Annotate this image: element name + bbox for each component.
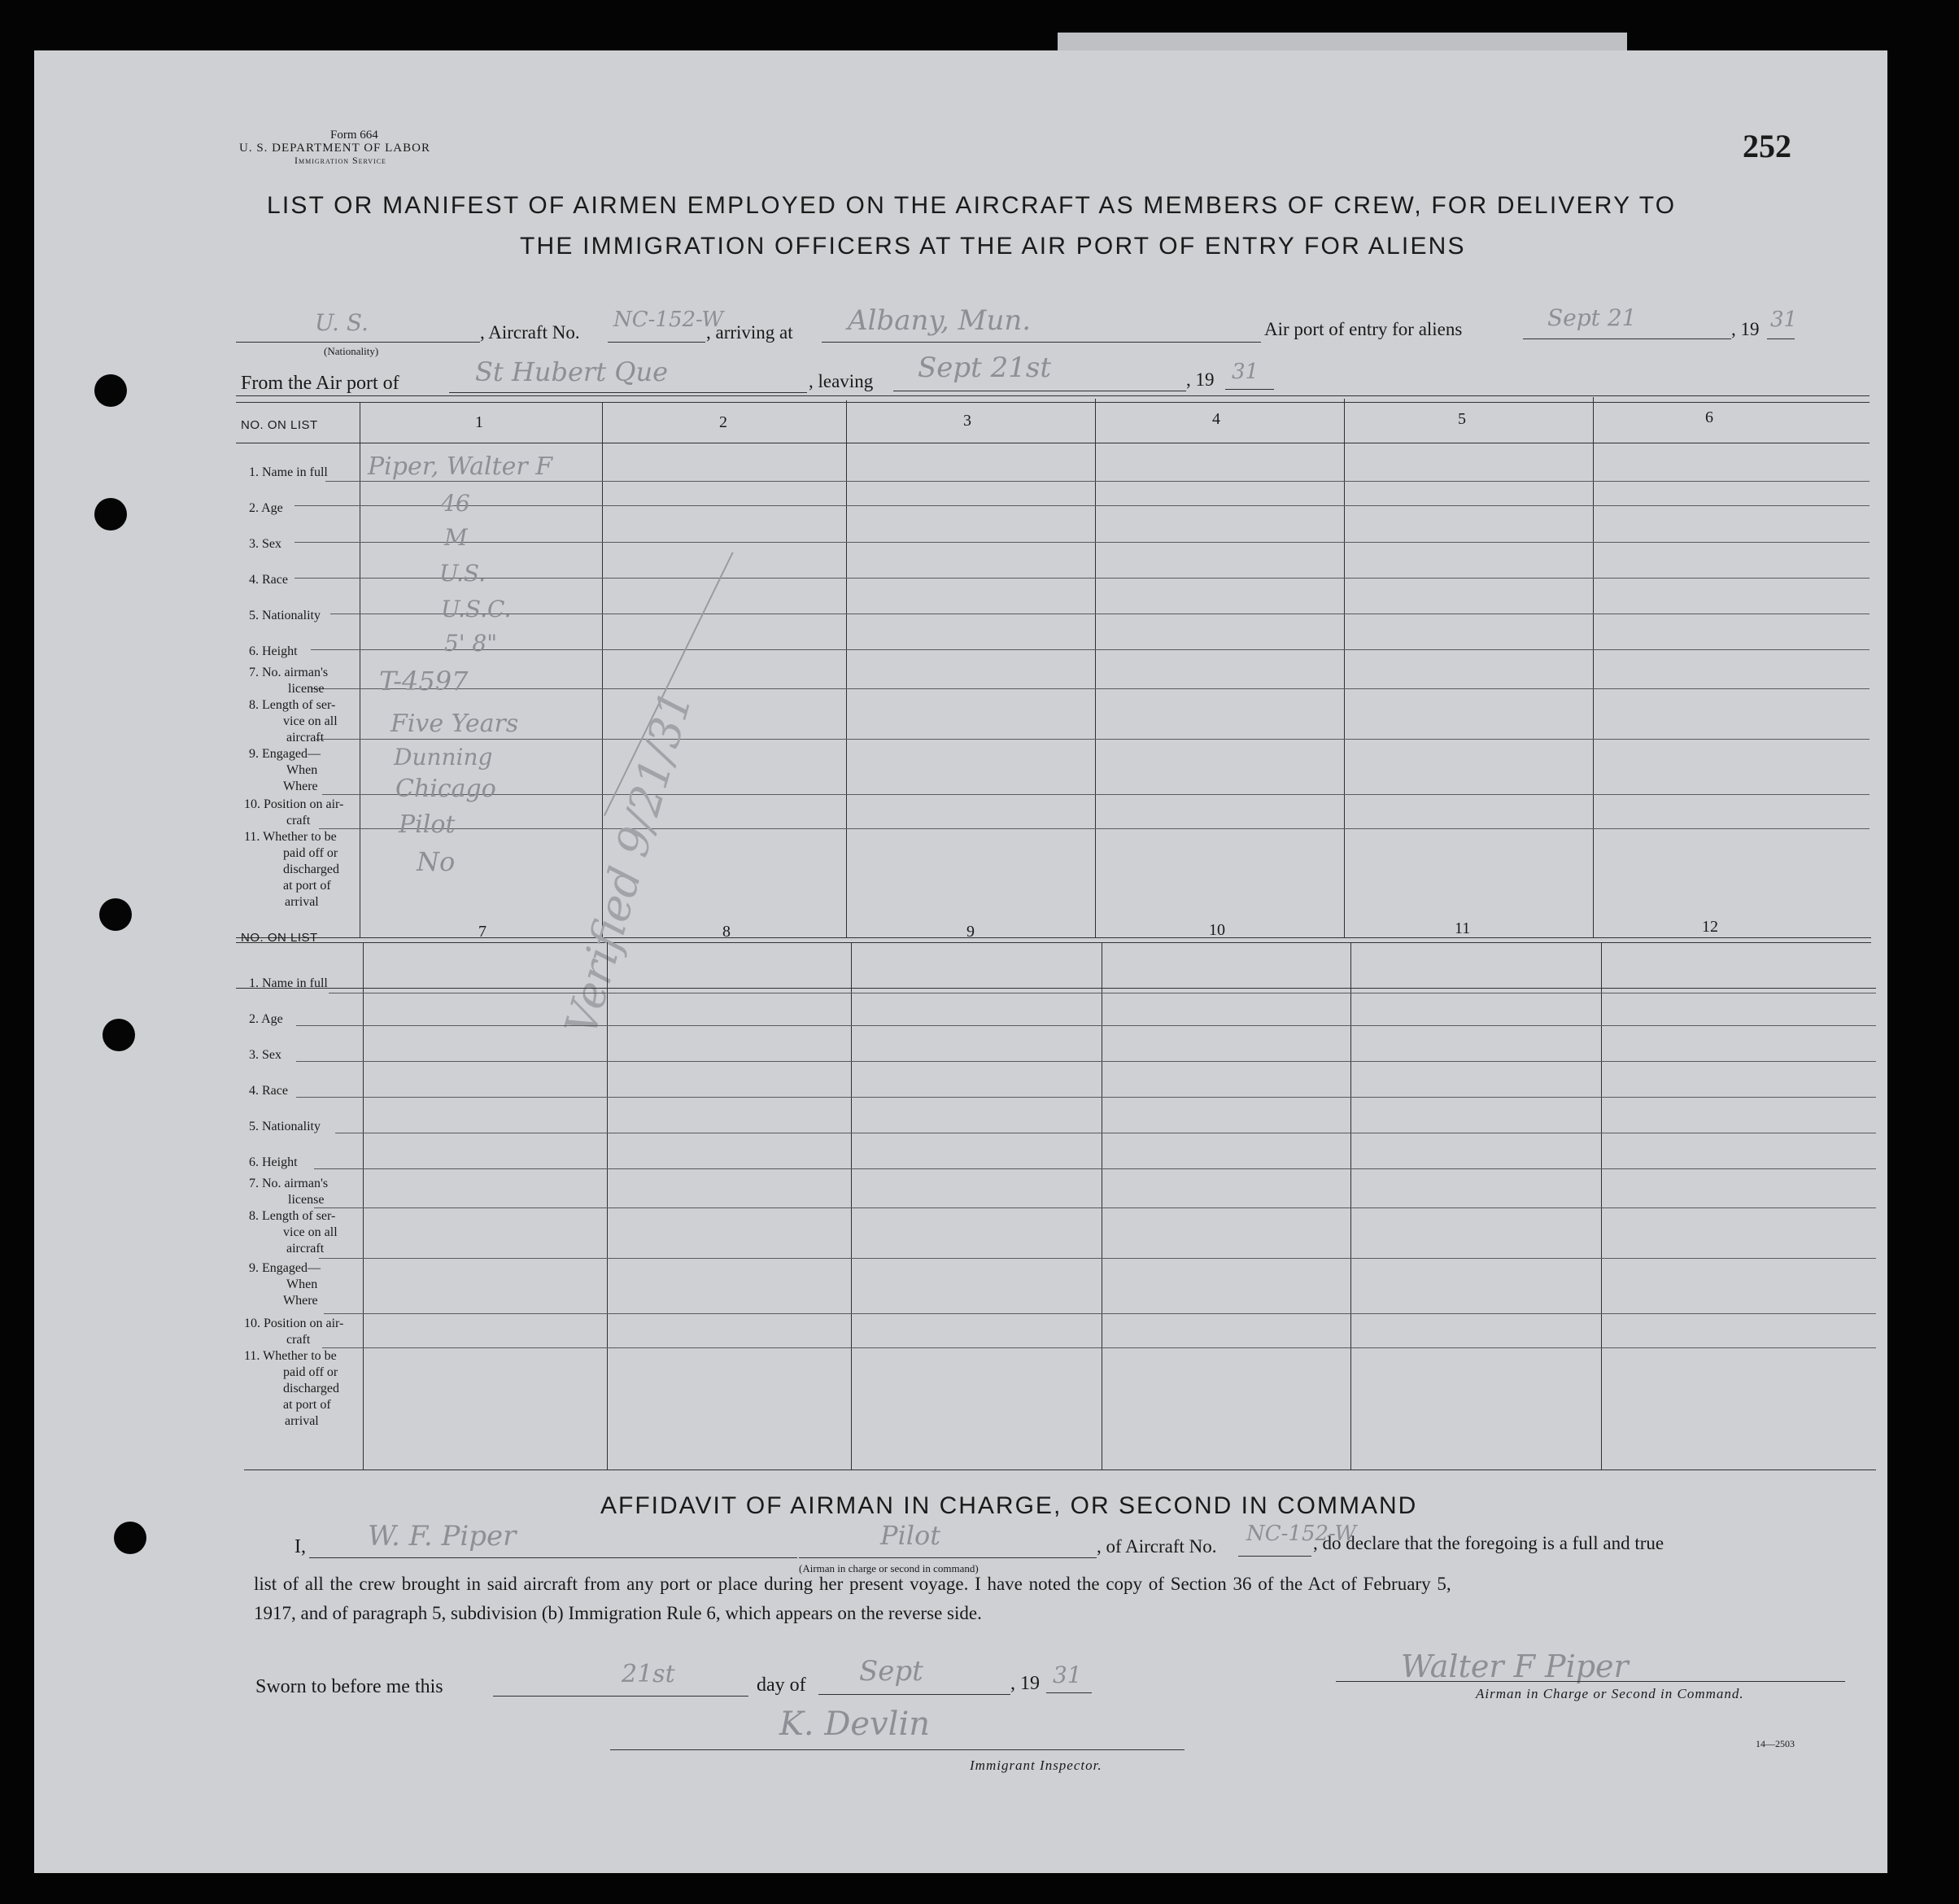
affidavit-i-label: I,: [295, 1536, 306, 1557]
column-number: 9: [966, 923, 975, 941]
entry-when: Dunning: [394, 744, 493, 771]
entry-service: Five Years: [390, 710, 519, 738]
column-number: 3: [963, 412, 971, 430]
row-label-engaged: Where: [283, 1294, 318, 1308]
row-label-service: vice on all: [283, 714, 338, 728]
row-label-paid-off: paid off or: [283, 1365, 338, 1379]
row-label-position: craft: [286, 1333, 311, 1347]
row-label-height: 6. Height: [249, 644, 298, 658]
entry-label: Air port of entry for aliens: [1264, 319, 1463, 339]
affidavit-body-line-1: list of all the crew brought in said aircraft from any port or place during her present voyage. I have noted the copy of Section 36 of the Act of February 5,: [254, 1574, 1451, 1594]
row-label-race: 4. Race: [249, 573, 288, 587]
row-label-paid-off: at port of: [283, 1398, 331, 1412]
department: U. S. DEPARTMENT OF LABOR: [239, 142, 430, 155]
entry-sex: M: [444, 524, 468, 551]
sworn-year-prefix: , 19: [1010, 1673, 1040, 1694]
row-label-engaged: Where: [283, 780, 318, 793]
row-label-position: 10. Position on air-: [244, 1317, 344, 1330]
entry-license: T-4597: [379, 666, 469, 697]
row-label-sex: 3. Sex: [249, 537, 281, 551]
punch-hole: [99, 898, 132, 931]
column-number: 4: [1212, 410, 1220, 428]
leaving-label: , leaving: [809, 371, 874, 391]
row-label-name: 1. Name in full: [249, 465, 328, 479]
no-on-list-label: NO. ON LIST: [241, 418, 318, 432]
column-number: 5: [1458, 410, 1466, 428]
row-label-paid-off: 11. Whether to be: [244, 830, 337, 844]
sworn-year-value: 31: [1053, 1662, 1082, 1688]
from-label: From the Air port of: [241, 373, 399, 394]
row-label-paid-off: discharged: [283, 1382, 340, 1395]
inspector-signature: K. Devlin: [779, 1705, 930, 1743]
page-number: 252: [1743, 128, 1791, 164]
leaving-value: Sept 21st: [918, 352, 1052, 384]
aircraft-label: , Aircraft No.: [480, 322, 580, 343]
entry-position: Pilot: [399, 810, 456, 839]
airman-caption: Airman in Charge or Second in Command.: [1476, 1686, 1744, 1701]
entry-where: Chicago: [395, 775, 496, 803]
entry-height: 5' 8": [444, 630, 498, 657]
row-label-license: license: [288, 1193, 325, 1207]
row-label-engaged: When: [286, 1277, 318, 1291]
punch-hole: [114, 1522, 146, 1554]
affidavit-body-line-2: 1917, and of paragraph 5, subdivision (b) Immigration Rule 6, which appears on the reverse side.: [254, 1603, 982, 1623]
row-label-nationality: 5. Nationality: [249, 1120, 321, 1133]
entry-paid-off: No: [417, 846, 456, 877]
sworn-month-value: Sept: [859, 1655, 923, 1688]
airman-signature: Walter F Piper: [1401, 1649, 1629, 1684]
row-label-name: 1. Name in full: [249, 976, 328, 990]
arriving-value: Albany, Mun.: [848, 304, 1032, 337]
affidavit-aircraft-value: NC-152-W: [1246, 1522, 1357, 1546]
row-label-paid-off: arrival: [285, 1414, 319, 1428]
form-number: Form 664: [330, 129, 378, 142]
sworn-label: Sworn to before me this: [255, 1676, 443, 1697]
row-label-paid-off: arrival: [285, 895, 319, 909]
row-label-paid-off: paid off or: [283, 846, 338, 860]
row-label-engaged: When: [286, 763, 318, 777]
row-label-paid-off: at port of: [283, 879, 331, 893]
entry-date-value: Sept 21: [1547, 304, 1637, 331]
aircraft-value: NC-152-W: [613, 308, 724, 332]
entry-age: 46: [441, 490, 470, 517]
affidavit-role-value: Pilot: [880, 1520, 941, 1551]
row-label-license: 7. No. airman's: [249, 1177, 329, 1190]
entry-race: U.S.: [439, 560, 486, 587]
row-label-sex: 3. Sex: [249, 1048, 281, 1062]
entry-year-value: 31: [1770, 308, 1798, 332]
entry-year-prefix: , 19: [1731, 319, 1760, 339]
arriving-label: , arriving at: [706, 322, 793, 343]
row-label-license: 7. No. airman's: [249, 666, 329, 679]
entry-name: Piper, Walter F: [368, 452, 553, 481]
entry-nationality: U.S.C.: [441, 596, 512, 622]
verification-annotation: Verified 9/21/31: [555, 684, 703, 1042]
row-label-position: 10. Position on air-: [244, 797, 344, 811]
affidavit-title: AFFIDAVIT OF AIRMAN IN CHARGE, OR SECOND IN COMMAND: [600, 1492, 1418, 1519]
row-label-service: 8. Length of ser-: [249, 1209, 336, 1223]
row-label-nationality: 5. Nationality: [249, 609, 321, 622]
from-value: St Hubert Que: [475, 356, 668, 387]
nationality-value: U. S.: [315, 309, 369, 336]
manifest-page: [34, 50, 1887, 1873]
row-label-service: aircraft: [286, 731, 325, 745]
row-label-service: 8. Length of ser-: [249, 698, 336, 712]
column-number: 10: [1209, 921, 1225, 939]
sworn-day-value: 21st: [622, 1660, 675, 1688]
title-line-2: THE IMMIGRATION OFFICERS AT THE AIR PORT OF ENTRY FOR ALIENS: [520, 233, 1466, 260]
row-label-engaged: 9. Engaged—: [249, 747, 321, 761]
row-label-engaged: 9. Engaged—: [249, 1261, 321, 1275]
row-label-license: license: [288, 682, 325, 696]
punch-hole: [103, 1019, 135, 1051]
row-label-age: 2. Age: [249, 1012, 283, 1026]
column-number: 2: [719, 413, 727, 431]
affidavit-aircraft-label: , of Aircraft No.: [1097, 1536, 1217, 1557]
inspector-caption: Immigrant Inspector.: [970, 1758, 1102, 1773]
form-code: 14—2503: [1756, 1738, 1795, 1749]
row-label-service: aircraft: [286, 1242, 325, 1256]
column-number: 8: [722, 923, 731, 941]
row-label-paid-off: discharged: [283, 862, 340, 876]
affidavit-role-caption: (Airman in charge or second in command): [799, 1562, 979, 1574]
column-number: 12: [1702, 918, 1718, 936]
punch-hole: [94, 374, 127, 407]
column-number: 7: [478, 923, 486, 941]
row-label-height: 6. Height: [249, 1155, 298, 1169]
no-on-list-label: NO. ON LIST: [241, 931, 318, 945]
row-label-age: 2. Age: [249, 501, 283, 515]
row-label-paid-off: 11. Whether to be: [244, 1349, 337, 1363]
leaving-year-prefix: , 19: [1186, 369, 1215, 390]
day-of-label: day of: [757, 1675, 806, 1696]
column-number: 6: [1705, 408, 1713, 426]
service: Immigration Service: [295, 155, 386, 166]
nationality-label: (Nationality): [324, 345, 379, 357]
affidavit-name-value: W. F. Piper: [368, 1520, 517, 1552]
column-number: 11: [1455, 919, 1471, 937]
leaving-year-value: 31: [1232, 360, 1259, 384]
row-label-service: vice on all: [283, 1225, 338, 1239]
punch-hole: [94, 498, 127, 531]
row-label-race: 4. Race: [249, 1084, 288, 1098]
title-line-1: LIST OR MANIFEST OF AIRMEN EMPLOYED ON THE AIRCRAFT AS MEMBERS OF CREW, FOR DELIVERY TO: [267, 192, 1677, 219]
affidavit-declare-text: , do declare that the foregoing is a full and true: [1313, 1533, 1664, 1553]
column-number: 1: [475, 413, 483, 431]
row-label-position: craft: [286, 814, 311, 828]
